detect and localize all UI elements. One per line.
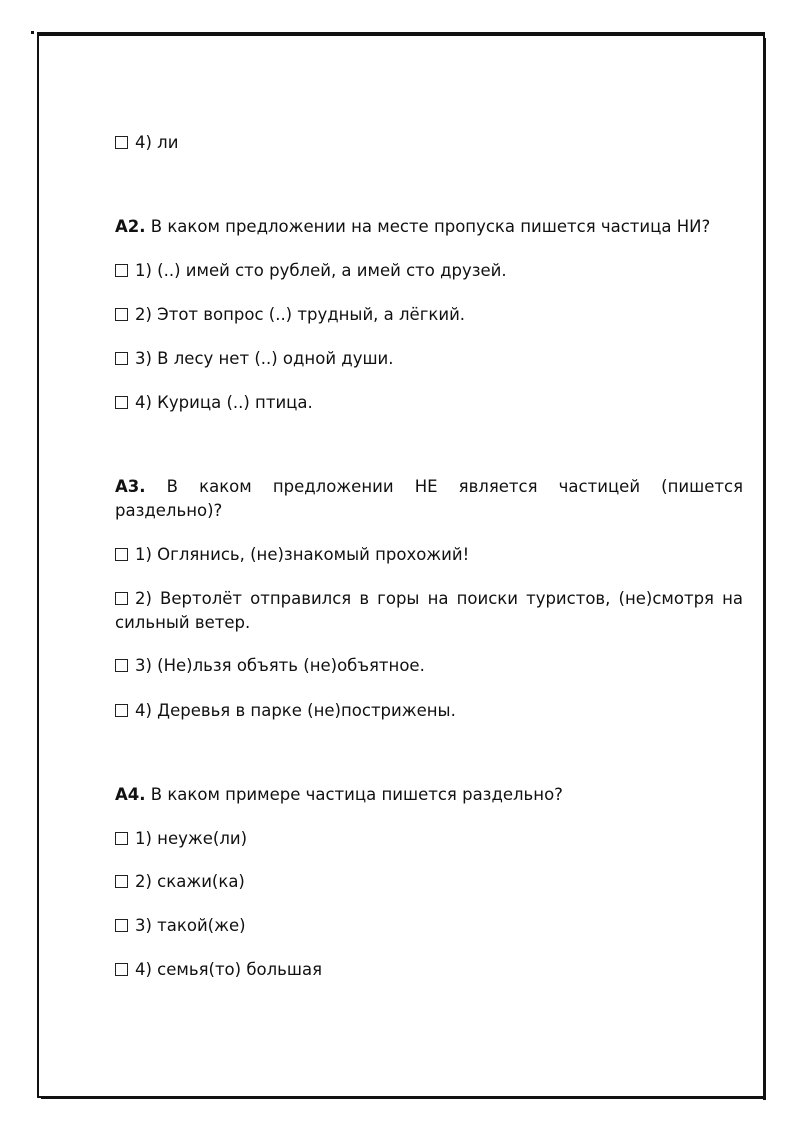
option-label: 3) такой(же) [135, 916, 246, 935]
checkbox[interactable] [115, 264, 128, 277]
option-line [115, 656, 425, 675]
checkbox[interactable] [115, 832, 128, 845]
option-line [115, 545, 469, 564]
checkbox[interactable] [115, 136, 128, 149]
question-a3-continuation: раздельно)? [115, 501, 223, 520]
corner-mark [31, 31, 34, 34]
checkbox[interactable] [115, 548, 128, 561]
option-label: 2) Этот вопрос (..) трудный, а лёгкий. [135, 305, 466, 324]
checkbox[interactable] [115, 592, 128, 605]
question-text: В каком предложении НЕ является частицей (пишется [145, 477, 743, 496]
option-line [115, 393, 313, 412]
checkbox[interactable] [115, 919, 128, 932]
option-label: 1) неуже(ли) [135, 829, 248, 848]
option-label: 1) (..) имей сто рублей, а имей сто друзей. [135, 261, 507, 280]
question-text: В каком примере частица пишется раздельно? [145, 785, 563, 804]
option-line [115, 701, 456, 720]
option-label: 2) Вертолёт отправился в горы на поиски туристов, (не)смотря на [135, 589, 743, 608]
option-label: 4) Курица (..) птица. [135, 393, 313, 412]
option-line [115, 349, 394, 368]
checkbox[interactable] [115, 308, 128, 321]
question-text: В каком предложении на месте пропуска пишется частица НИ? [145, 217, 711, 236]
option-continuation: сильный ветер. [115, 613, 251, 632]
checkbox[interactable] [115, 704, 128, 717]
checkbox[interactable] [115, 875, 128, 888]
question-a4 [115, 785, 743, 804]
option-label: 3) В лесу нет (..) одной души. [135, 349, 394, 368]
option-label: 2) скажи(ка) [135, 872, 245, 891]
option-line [115, 589, 743, 608]
question-number: А3. [115, 477, 146, 496]
option-line [115, 916, 246, 935]
option-line [115, 305, 465, 324]
checkbox[interactable] [115, 963, 128, 976]
question-number: А2. [115, 217, 146, 236]
option-label: 4) семья(то) большая [135, 960, 323, 979]
option-label: 4) Деревья в парке (не)пострижены. [135, 701, 456, 720]
question-a3 [115, 477, 743, 496]
question-number: А4. [115, 785, 146, 804]
option-line [115, 960, 322, 979]
option-line [115, 133, 178, 152]
page-frame [37, 34, 765, 1098]
page-frame-shadow-right [763, 38, 766, 1100]
option-label: 1) Оглянись, (не)знакомый прохожий! [135, 545, 470, 564]
page-frame-shadow-bottom [41, 1096, 766, 1099]
option-line [115, 261, 507, 280]
checkbox[interactable] [115, 396, 128, 409]
question-a2 [115, 217, 743, 236]
option-label: 3) (Не)льзя объять (не)объятное. [135, 656, 425, 675]
option-line [115, 872, 245, 891]
checkbox[interactable] [115, 352, 128, 365]
option-line [115, 829, 247, 848]
option-label: 4) ли [135, 133, 179, 152]
checkbox[interactable] [115, 659, 128, 672]
